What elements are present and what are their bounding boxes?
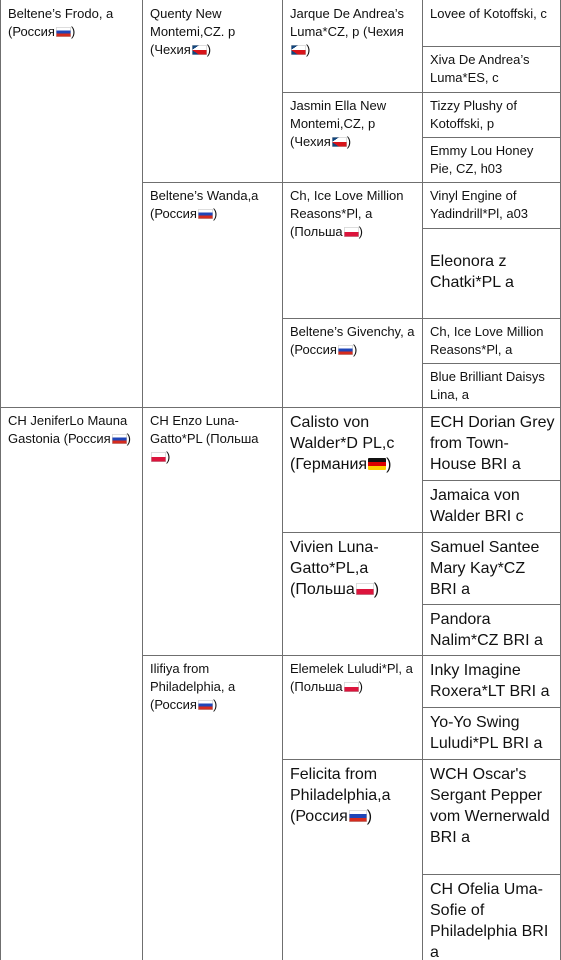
czech-flag-icon: [291, 45, 306, 55]
great-grandparent-cell: Jarque De Andrea’s Luma*CZ, p (Чехия ): [290, 6, 404, 57]
row-divider: [282, 318, 561, 319]
column-divider: [282, 0, 283, 960]
country-label: Россия: [295, 808, 348, 826]
country-label: Польша: [210, 430, 259, 446]
great-grandparent-cell: Calisto von Walder*D PL,c (Германия ): [290, 414, 395, 474]
ancestor-cell: [422, 318, 561, 363]
cat-name: Eleonora z Chatki*PL a: [430, 253, 514, 292]
cat-name: Beltene’s Wanda,a: [150, 188, 259, 203]
country-label: Чехия: [294, 133, 331, 149]
cat-name: Emmy Lou Honey Pie, CZ, h03: [430, 143, 534, 176]
cat-name: CH Enzo Luna-Gatto*PL: [150, 413, 239, 446]
ancestor-cell: [422, 407, 561, 480]
grandparent-cell: Ilifiya from Philadelphia, a (Россия ): [150, 661, 236, 712]
row-divider: [142, 655, 561, 656]
cat-name: Vivien Luna-Gatto*PL,a: [290, 539, 379, 578]
sire-cell: Beltene’s Frodo, a (Россия ): [8, 6, 114, 39]
cat-name: Quenty New Montemi,CZ. p: [150, 6, 236, 39]
cat-name: Blue Brilliant Daisys Lina, a: [430, 369, 545, 402]
grandparent-cell: Beltene’s Wanda,a (Россия ): [150, 188, 259, 221]
row-divider: [282, 92, 561, 93]
cat-name: Beltene’s Givenchy, a: [290, 324, 415, 339]
country-label: Германия: [295, 456, 368, 474]
country-label: Россия: [294, 341, 337, 357]
cat-name: ECH Dorian Grey from Town-House BRI a: [430, 414, 555, 474]
country-label: Чехия: [154, 41, 191, 57]
row-divider: [422, 137, 561, 138]
cat-name: Ilifiya from Philadelphia, a: [150, 661, 236, 694]
row-divider: [282, 759, 561, 760]
row-divider: [422, 46, 561, 47]
row-divider: [142, 182, 561, 183]
great-grandparent-cell: Jasmin Ella New Montemi,CZ, p (Чехия ): [290, 98, 387, 149]
poland-flag-icon: [356, 583, 374, 595]
grandparent-cell: CH Enzo Luna-Gatto*PL (Польша ): [150, 413, 259, 464]
cat-name: Ch, Ice Love Million Reasons*Pl, a: [430, 324, 544, 357]
column-divider: [0, 0, 1, 960]
russia-flag-icon: [198, 209, 213, 219]
row-divider: [282, 532, 561, 533]
russia-flag-icon: [338, 345, 353, 355]
cat-name: CH JeniferLo Mauna Gastonia: [8, 413, 128, 446]
czech-flag-icon: [332, 137, 347, 147]
cat-name: Yo-Yo Swing Luludi*PL BRI a: [430, 714, 543, 753]
cat-name: Jamaica von Walder BRI c: [430, 487, 524, 526]
russia-flag-icon: [198, 700, 213, 710]
cat-name: Vinyl Engine of Yadindrill*Pl, a03: [430, 188, 529, 221]
ancestor-cell: [422, 363, 561, 407]
great-grandparent-cell: Ch, Ice Love Million Reasons*Pl, a (Польша ): [290, 188, 404, 239]
ancestor-cell: [422, 759, 561, 874]
ancestor-cell: [422, 0, 561, 46]
cat-name: Lovee of Kotoffski, c: [430, 6, 547, 21]
country-label: Россия: [68, 430, 111, 446]
cat-name: Samuel Santee Mary Kay*CZ BRI a: [430, 539, 540, 599]
grandparent-cell: Quenty New Montemi,CZ. p (Чехия ): [150, 6, 236, 57]
cat-name: WCH Oscar's Sergant Pepper vom Wernerwald BRI a: [430, 766, 550, 847]
russia-flag-icon: [112, 434, 127, 444]
row-divider: [422, 874, 561, 875]
country-label: Россия: [12, 23, 55, 39]
great-grandparent-cell: Elemelek Luludi*Pl, a (Польша ): [290, 661, 413, 694]
ancestor-cell: [422, 46, 561, 92]
cat-name: Jasmin Ella New Montemi,CZ, p: [290, 98, 387, 131]
cat-name: CH Ofelia Uma-Sofie of Philadelphia BRI a: [430, 881, 549, 960]
cat-name: Pandora Nalim*CZ BRI a: [430, 611, 543, 650]
dam-cell: CH JeniferLo Mauna Gastonia (Россия ): [8, 413, 131, 446]
row-divider: [422, 480, 561, 481]
czech-flag-icon: [192, 45, 207, 55]
ancestor-cell: [422, 228, 561, 318]
ancestor-cell: [422, 480, 561, 532]
column-divider: [142, 0, 143, 960]
country-label: Польша: [294, 678, 343, 694]
poland-flag-icon: [344, 682, 359, 692]
ancestor-cell: [422, 655, 561, 707]
ancestor-cell: [422, 182, 561, 228]
row-divider: [422, 604, 561, 605]
russia-flag-icon: [56, 27, 71, 37]
row-divider: [422, 228, 561, 229]
poland-flag-icon: [151, 452, 166, 462]
russia-flag-icon: [349, 810, 367, 822]
cat-name: Tizzy Plushy of Kotoffski, p: [430, 98, 517, 131]
row-divider: [422, 707, 561, 708]
germany-flag-icon: [368, 458, 386, 470]
row-divider: [422, 363, 561, 364]
country-label: Польша: [295, 581, 355, 599]
cat-name: Xiva De Andrea’s Luma*ES, c: [430, 52, 530, 85]
country-label: Россия: [154, 205, 197, 221]
ancestor-cell: [422, 604, 561, 655]
cat-name: Felicita from Philadelphia,a: [290, 766, 391, 805]
cat-name: Elemelek Luludi*Pl, a: [290, 661, 413, 676]
country-label: Россия: [154, 696, 197, 712]
ancestor-cell: [422, 137, 561, 182]
ancestor-cell: [422, 874, 561, 960]
poland-flag-icon: [344, 227, 359, 237]
great-grandparent-cell: Felicita from Philadelphia,a (Россия ): [290, 766, 391, 826]
cat-name: Inky Imagine Roxera*LT BRI a: [430, 662, 550, 701]
cat-name: Beltene’s Frodo, a: [8, 6, 114, 21]
ancestor-cell: [422, 92, 561, 137]
cat-name: Jarque De Andrea’s Luma*CZ, p: [290, 6, 404, 39]
row-divider: [0, 407, 561, 408]
ancestor-cell: [422, 532, 561, 604]
cat-name: Calisto von Walder*D PL,c: [290, 414, 395, 453]
ancestor-cell: [422, 707, 561, 759]
country-label: Польша: [294, 223, 343, 239]
country-label: Чехия: [367, 23, 404, 39]
great-grandparent-cell: Beltene’s Givenchy, a (Россия ): [290, 324, 415, 357]
great-grandparent-cell: Vivien Luna-Gatto*PL,a (Польша ): [290, 539, 380, 599]
cat-name: Ch, Ice Love Million Reasons*Pl, a: [290, 188, 404, 221]
